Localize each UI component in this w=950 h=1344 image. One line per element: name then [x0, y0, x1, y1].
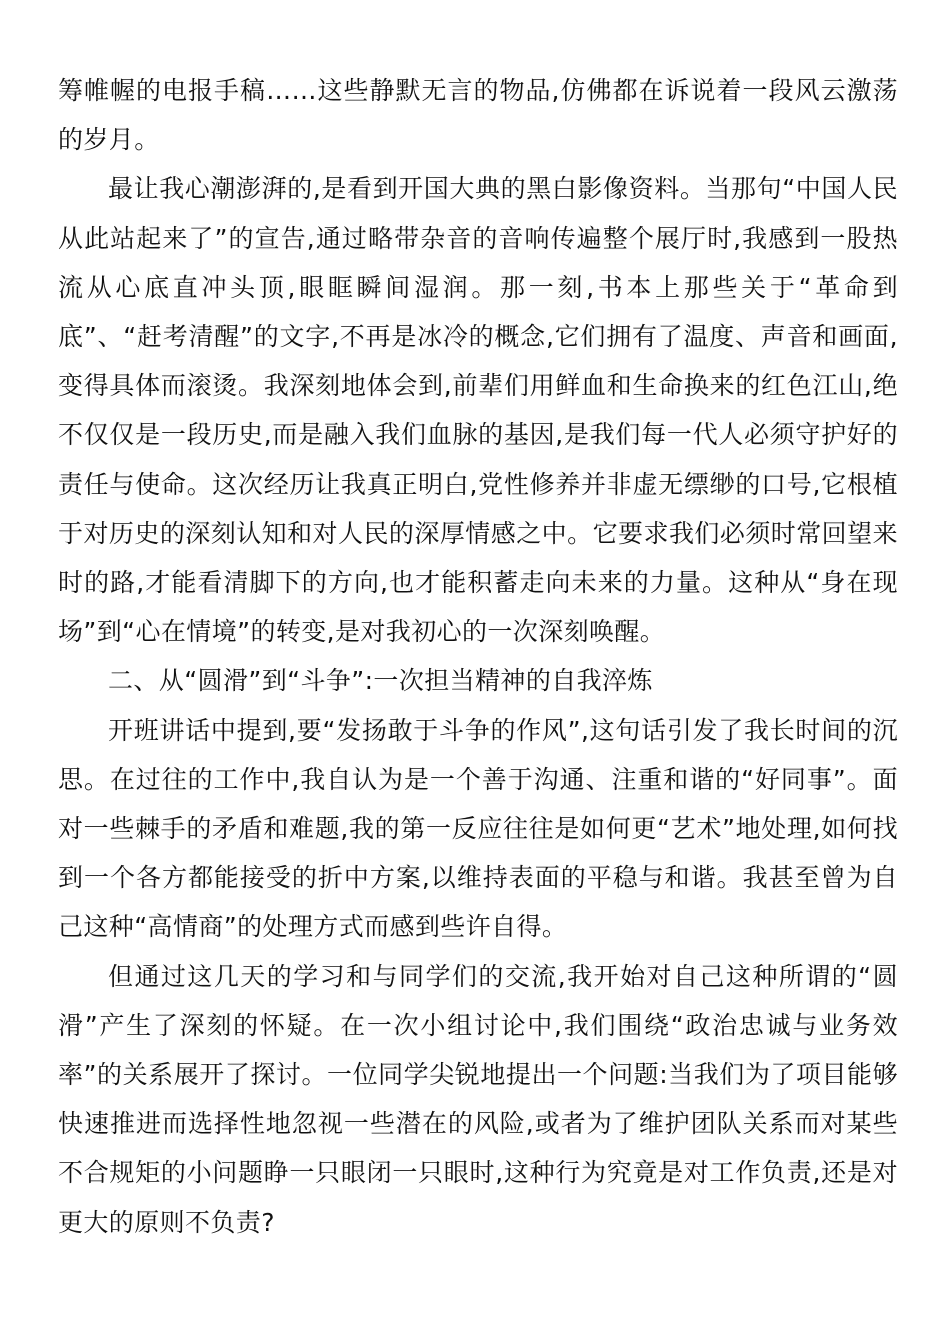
paragraph-continuation: 筹帷幄的电报手稿……这些静默无言的物品,仿佛都在诉说着一段风云激荡的岁月。 — [58, 76, 898, 155]
paragraph-ceremony-reflection: 最让我心潮澎湃的,是看到开国大典的黑白影像资料。当那句“中国人民从此站起来了”的宣告,通过略带杂音的音响传遍整个展厅时,我感到一股热流从心底直冲头顶,眼眶瞬间湿润。那一刻,书本上那些关于“革命到底”、“赶考清醒”的文字,不再是冰冷的概念,它们拥有了温度、声音和画面,变得具体而滚烫。我深刻地体会到,前辈们用鲜血和生命换来的红色江山,绝不仅仅是一段历史,而是融入我们血脉的基因,是我们每一代人必须守护好的责任与使命。这次经历让我真正明白,党性修养并非虚无缥缈的口号,它根植于对历史的深刻认知和对人民的深厚情感之中。它要求我们必须时常回望来时的路,才能看清脚下的方向,也才能积蓄走向未来的力量。这种从“身在现场”到“心在情境”的转变,是对我初心的一次深刻唤醒。 — [58, 174, 898, 647]
paragraph-struggle-spirit: 开班讲话中提到,要“发扬敢于斗争的作风”,这句话引发了我长时间的沉思。在过往的工作中,我自认为是一个善于沟通、注重和谐的“好同事”。面对一些棘手的矛盾和难题,我的第一反应往往是如何更“艺术”地处理,如何找到一个各方都能接受的折中方案,以维持表面的平稳与和谐。我甚至曾为自己这种“高情商”的处理方式而感到些许自得。 — [58, 715, 898, 942]
paragraph-group-discussion: 但通过这几天的学习和与同学们的交流,我开始对自己这种所谓的“圆滑”产生了深刻的怀疑。在一次小组讨论中,我们围绕“政治忠诚与业务效率”的关系展开了探讨。一位同学尖锐地提出一个问题:当我们为了项目能够快速推进而选择性地忽视一些潜在的风险,或者为了维护团队关系而对某些不合规矩的小问题睁一只眼闭一只眼时,这种行为究竟是对工作负责,还是对更大的原则不负责? — [58, 961, 898, 1237]
section-heading: 二、从“圆滑”到“斗争”:一次担当精神的自我淬炼 — [108, 666, 653, 696]
document-page — [58, 66, 898, 1247]
